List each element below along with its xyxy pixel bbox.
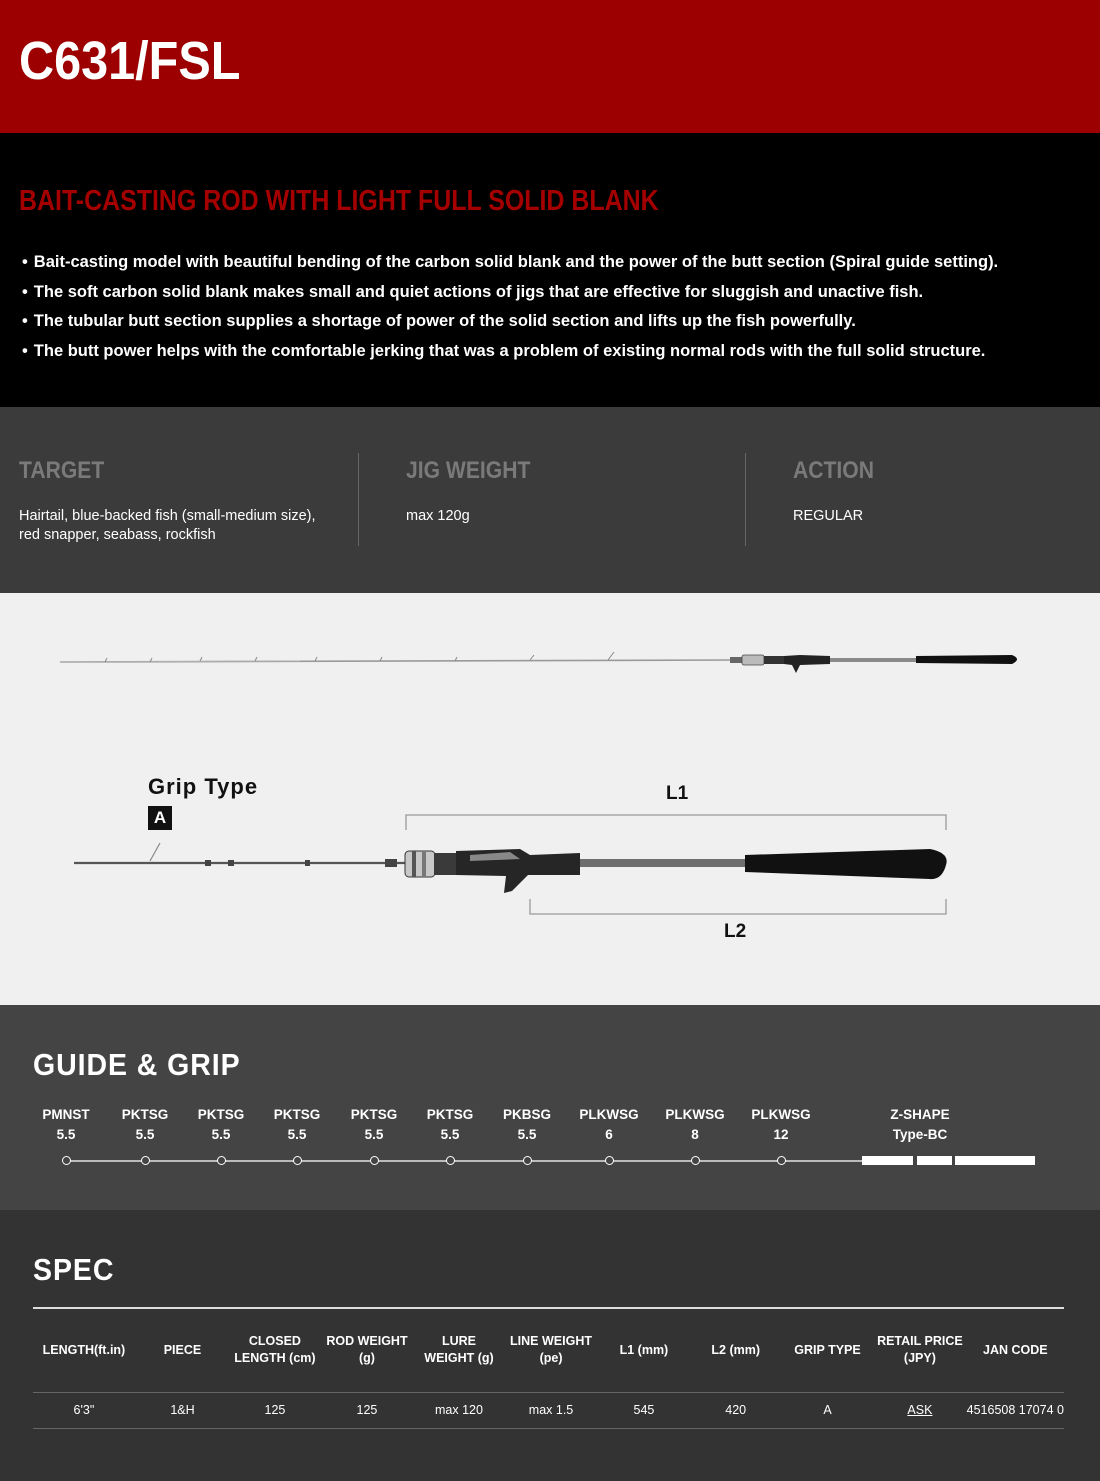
- spec-cell: max 1.5: [504, 1392, 599, 1428]
- spec-header-cell: RETAIL PRICE (JPY): [873, 1308, 966, 1392]
- spec-header-cell: CLOSED LENGTH (cm): [230, 1308, 320, 1392]
- spec-cell: 1&H: [135, 1392, 230, 1428]
- spec-cell: 545: [598, 1392, 689, 1428]
- spec-header-cell: GRIP TYPE: [782, 1308, 873, 1392]
- divider: [745, 453, 746, 546]
- l2-label: L2: [724, 921, 747, 942]
- spec-header-cell: LURE WEIGHT (g): [414, 1308, 504, 1392]
- guide-grip-section: [0, 1005, 1100, 1210]
- spec-cell: max 120: [414, 1392, 504, 1428]
- spec-cell: 125: [320, 1392, 415, 1428]
- guide-size: 5.5: [364, 1127, 384, 1142]
- property-value: REGULAR: [793, 508, 864, 524]
- guide-column: [503, 1105, 551, 1145]
- guide-size: 5.5: [440, 1127, 460, 1142]
- price-ask-link[interactable]: ASK: [873, 1392, 966, 1428]
- spec-header-cell: JAN CODE: [967, 1308, 1064, 1392]
- guide-name: PLKWSG: [665, 1107, 725, 1122]
- guide-name: PKTSG: [350, 1107, 398, 1122]
- spec-section: [0, 1210, 1100, 1481]
- grip-type: Type-BC: [892, 1127, 948, 1142]
- guide-column: [122, 1105, 169, 1145]
- guide-column: [351, 1105, 398, 1145]
- grip-detail-image: [74, 843, 947, 893]
- guide-grip-title: GUIDE & GRIP: [33, 1047, 241, 1082]
- feature-item: • The soft carbon solid blank makes small and quiet actions of jigs that are effective for sluggish and unactive fish.: [22, 278, 998, 308]
- guide-name: PLKWSG: [579, 1107, 639, 1122]
- guide-column: [42, 1105, 89, 1145]
- spec-cell: 6'3": [33, 1392, 135, 1428]
- grip-name: Z-SHAPE: [890, 1107, 950, 1122]
- guide-dot: [605, 1156, 614, 1165]
- spec-header-cell: L2 (mm): [690, 1308, 782, 1392]
- guide-column: [751, 1105, 810, 1145]
- guide-name: PLKWSG: [751, 1107, 811, 1122]
- guide-column: [665, 1105, 724, 1145]
- grip-bar-segment: [955, 1156, 1035, 1165]
- guide-size: 5.5: [287, 1127, 307, 1142]
- intro-section: [0, 133, 1100, 407]
- property-label: TARGET: [19, 457, 105, 484]
- guide-size: 5.5: [517, 1127, 537, 1142]
- spec-cell: A: [782, 1392, 873, 1428]
- grip-bar-segment: [862, 1156, 913, 1165]
- property-action: [793, 407, 1093, 593]
- l1-label: L1: [666, 783, 689, 804]
- property-target: [19, 407, 339, 593]
- guide-line: [66, 1160, 864, 1162]
- guide-size: 5.5: [56, 1127, 76, 1142]
- property-jig-weight: [406, 407, 726, 593]
- guide-column: [274, 1105, 321, 1145]
- feature-list: [22, 248, 998, 366]
- guide-column: [579, 1105, 638, 1145]
- guide-size: 5.5: [135, 1127, 155, 1142]
- guide-dot: [217, 1156, 226, 1165]
- guide-dot: [777, 1156, 786, 1165]
- grip-column: [890, 1105, 949, 1145]
- grip-type-label: Grip Type: [148, 774, 259, 799]
- guide-dot: [523, 1156, 532, 1165]
- spec-table: [33, 1307, 1064, 1429]
- spec-header-cell: L1 (mm): [598, 1308, 689, 1392]
- property-label: JIG WEIGHT: [406, 457, 531, 484]
- guide-name: PMNST: [42, 1107, 90, 1122]
- guide-dot: [446, 1156, 455, 1165]
- spec-title: SPEC: [33, 1252, 115, 1287]
- grip-bar-segment: [917, 1156, 952, 1165]
- guide-name: PKTSG: [121, 1107, 169, 1122]
- intro-heading: BAIT-CASTING ROD WITH LIGHT FULL SOLID BLANK: [19, 185, 659, 217]
- spec-header-cell: LINE WEIGHT (pe): [504, 1308, 599, 1392]
- guide-dot: [370, 1156, 379, 1165]
- guide-column: [427, 1105, 474, 1145]
- divider: [358, 453, 359, 546]
- l2-bracket: [530, 899, 946, 914]
- guide-column: [198, 1105, 245, 1145]
- feature-item: • The tubular butt section supplies a shortage of power of the solid section and lifts up the fish powerfully.: [22, 307, 998, 337]
- property-value: max 120g: [406, 508, 470, 524]
- feature-item: • Bait-casting model with beautiful bending of the carbon solid blank and the power of the butt section (Spiral guide setting).: [22, 248, 998, 278]
- property-value: Hairtail, blue-backed fish (small-medium size), red snapper, seabass, rockfish: [19, 508, 316, 543]
- guide-size: 8: [691, 1127, 699, 1142]
- guide-name: PKTSG: [273, 1107, 321, 1122]
- title-banner: [0, 0, 1100, 133]
- spec-header-cell: PIECE: [135, 1308, 230, 1392]
- spec-cell: 420: [690, 1392, 782, 1428]
- property-label: ACTION: [793, 457, 874, 484]
- properties-section: [0, 407, 1100, 593]
- rod-image-area: [0, 593, 1100, 1005]
- guide-name: PKBSG: [502, 1107, 552, 1122]
- l1-bracket: [406, 815, 946, 830]
- guide-size: 6: [605, 1127, 613, 1142]
- spec-cell: 4516508 17074 0: [967, 1392, 1064, 1428]
- guide-dot: [141, 1156, 150, 1165]
- guide-size: 5.5: [211, 1127, 231, 1142]
- spec-header-cell: LENGTH(ft.in): [33, 1308, 135, 1392]
- full-rod-image: [60, 652, 1017, 673]
- guide-name: PKTSG: [197, 1107, 245, 1122]
- spec-data-row: [33, 1392, 1064, 1428]
- guide-dot: [691, 1156, 700, 1165]
- spec-header-row: [33, 1308, 1064, 1392]
- grip-type-badge: A: [148, 806, 172, 830]
- spec-header-cell: ROD WEIGHT (g): [320, 1308, 415, 1392]
- guide-dot: [293, 1156, 302, 1165]
- product-title: C631/FSL: [19, 31, 241, 91]
- guide-dot: [62, 1156, 71, 1165]
- guide-name: PKTSG: [426, 1107, 474, 1122]
- spec-cell: 125: [230, 1392, 320, 1428]
- guide-size: 12: [773, 1127, 789, 1142]
- feature-item: • The butt power helps with the comfortable jerking that was a problem of existing normal rods with the full solid structure.: [22, 337, 998, 367]
